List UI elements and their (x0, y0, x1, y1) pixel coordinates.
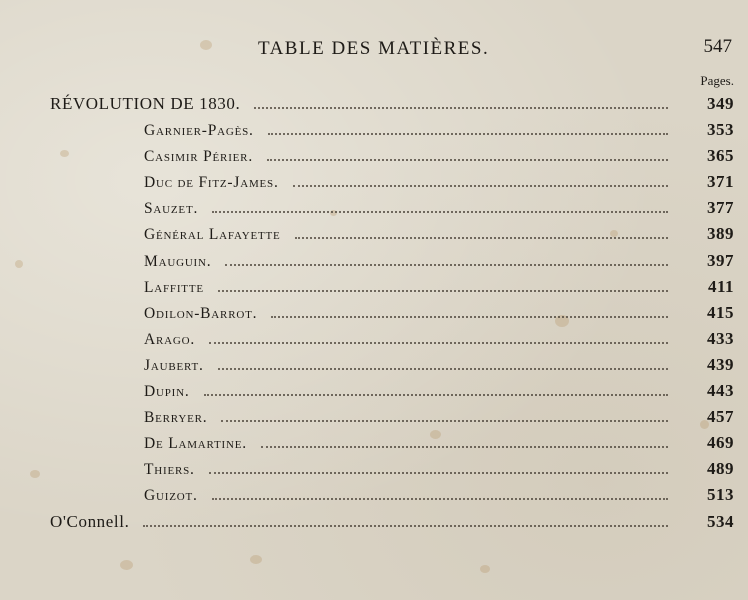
toc-entry (0, 224, 748, 250)
toc-entry-page: 371 (707, 172, 734, 192)
toc-entry-page: 411 (707, 276, 734, 296)
page-number: 547 (703, 36, 732, 57)
dot-leader (143, 524, 668, 527)
page-stain (120, 560, 133, 570)
dot-leader (293, 184, 668, 187)
toc-entry (0, 251, 748, 277)
page-stain (480, 565, 490, 573)
dot-leader (218, 367, 668, 370)
toc-entry-page: 415 (707, 302, 734, 322)
dot-leader (225, 263, 668, 266)
toc-entry-page: 534 (707, 511, 734, 531)
dot-leader (212, 210, 668, 213)
toc-entry (0, 198, 748, 224)
dot-leader (261, 445, 668, 448)
dot-leader (267, 158, 668, 161)
toc-entry-title: O'Connell. (50, 511, 130, 531)
dot-leader (204, 393, 668, 396)
toc-entry-title: Laffitte (144, 278, 204, 296)
toc-entry-page: 443 (707, 381, 734, 401)
toc-entry (0, 146, 748, 172)
dot-leader (218, 289, 668, 292)
toc-entry (0, 433, 748, 459)
page-stain (200, 40, 212, 50)
dot-leader (209, 341, 668, 344)
toc-entry-page: 353 (707, 120, 734, 140)
toc-entry-title: Guizot. (144, 487, 198, 505)
toc-entry (0, 172, 748, 198)
toc-entry-page: 349 (707, 94, 734, 113)
dot-leader (221, 419, 668, 422)
pages-column-label: Pages. (700, 73, 734, 88)
dot-leader (254, 106, 668, 109)
table-of-contents (0, 94, 748, 538)
toc-entry-title: Berryer. (144, 409, 208, 427)
toc-entry (0, 407, 748, 433)
toc-entry-title: Mauguin. (144, 252, 212, 270)
toc-entry-title: Thiers. (144, 461, 195, 479)
dot-leader (295, 236, 668, 239)
toc-entry-page: 439 (707, 354, 734, 374)
toc-entry-page: 457 (707, 407, 734, 427)
toc-entry (0, 381, 748, 407)
toc-entry (0, 303, 748, 329)
toc-entry-title: Arago. (144, 330, 196, 348)
toc-entry (0, 94, 748, 120)
dot-leader (209, 471, 668, 474)
toc-entry-title: Casimir Périer. (144, 148, 253, 166)
toc-entry (0, 512, 748, 538)
page-stain (250, 555, 262, 564)
toc-entry (0, 277, 748, 303)
dot-leader (212, 497, 668, 500)
toc-entry-title: Duc de Fitz-James. (144, 174, 279, 192)
toc-entry (0, 459, 748, 485)
toc-entry (0, 355, 748, 381)
dot-leader (268, 132, 668, 135)
toc-entry (0, 120, 748, 146)
toc-entry-title: Dupin. (144, 383, 190, 401)
toc-entry-page: 489 (707, 459, 734, 479)
toc-entry-title: Odilon-Barrot. (144, 304, 258, 322)
toc-entry-page: 433 (707, 328, 734, 348)
toc-entry-page: 377 (707, 198, 734, 218)
toc-entry-title: RÉVOLUTION DE 1830. (50, 94, 241, 113)
toc-entry-title: De Lamartine. (144, 435, 247, 453)
toc-entry-page: 365 (707, 146, 734, 166)
toc-entry-title: Sauzet. (144, 200, 199, 218)
toc-entry (0, 329, 748, 355)
toc-entry-title: Garnier-Pagès. (144, 122, 254, 140)
toc-entry-page: 397 (707, 250, 734, 270)
toc-entry-page: 513 (707, 485, 734, 505)
toc-entry-page: 389 (707, 224, 734, 244)
toc-entry (0, 485, 748, 511)
toc-entry-page: 469 (707, 433, 734, 453)
dot-leader (271, 315, 668, 318)
running-head-title: TABLE DES MATIÈRES. (258, 38, 490, 59)
toc-entry-title: Général Lafayette (144, 226, 281, 244)
toc-entry-title: Jaubert. (144, 356, 204, 374)
